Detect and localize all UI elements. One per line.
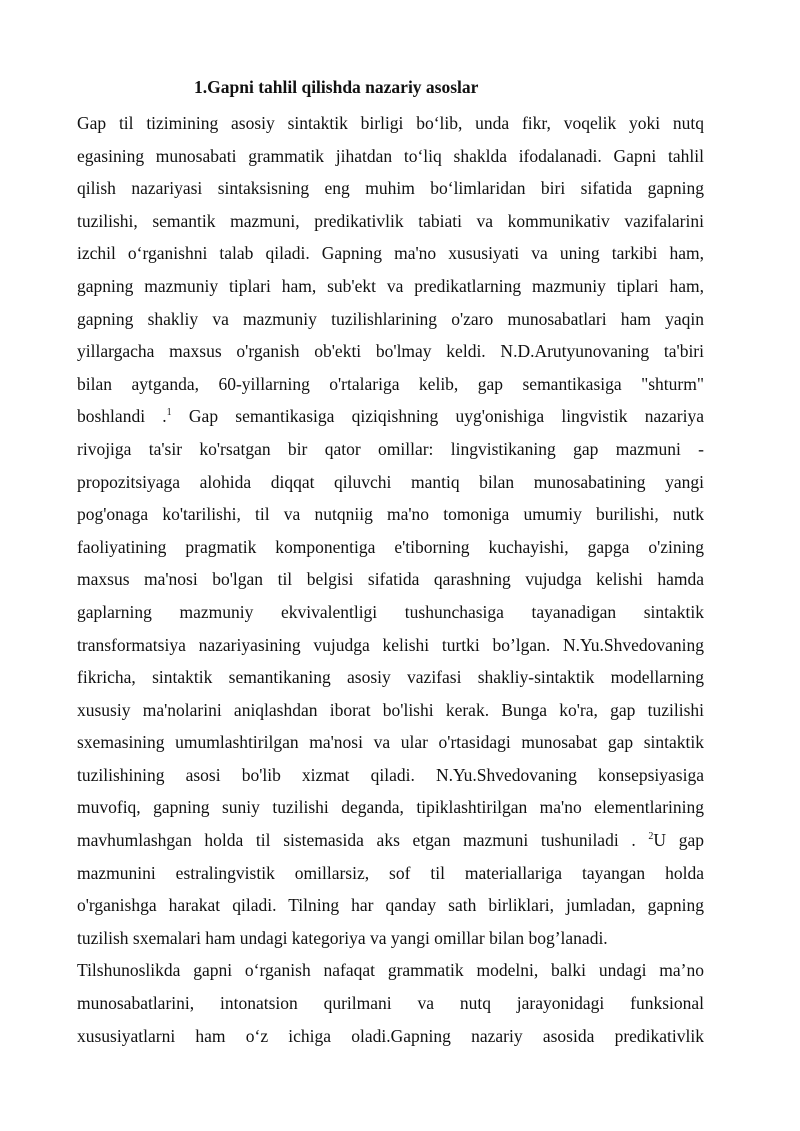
text-line: xususiyatlarni ham o‘z ichiga oladi.Gapning nazariy asosida predikativlik — [77, 1025, 704, 1046]
text-line: tuzilishi, semantik mazmuni, predikativlik tabiati va kommunikativ vazifalarini — [77, 210, 704, 231]
text-segment: Gap semantikasiga qiziqishning uyg'onishiga lingvistik nazariya — [171, 406, 704, 427]
text-line: gapning mazmuniy tiplari ham, sub'ekt va predikatlarning mazmuniy tiplari ham, — [77, 275, 704, 296]
text-segment: U gap — [653, 830, 705, 851]
text-line: tuzilish sxemalari ham undagi kategoriya va yangi omillar bilan bog’lanadi. — [77, 927, 608, 948]
footnote-marker: 1 — [166, 407, 172, 419]
text-line: yillargacha maxsus o'rganish ob'ekti bo'lmay keldi. N.D.Arutyunovaning ta'biri — [77, 341, 704, 362]
text-segment: mavhumlashgan holda til sistemasida aks etgan mazmuni tushuniladi . — [77, 830, 649, 851]
text-line: egasining munosabati grammatik jihatdan to‘liq shaklda ifodalanadi. Gapni tahlil — [77, 145, 704, 166]
body-text — [77, 107, 704, 1052]
text-line: sxemasining umumlashtirilgan ma'nosi va ular o'rtasidagi munosabat gap sintaktik — [77, 732, 704, 753]
text-line: izchil o‘rganishni talab qiladi. Gapning ma'no xususiyati va uning tarkibi ham, — [77, 243, 704, 264]
text-line: muvofiq, gapning suniy tuzilishi deganda, tipiklashtirilgan ma'no elementlarining — [77, 797, 704, 818]
text-line: fikricha, sintaktik semantikaning asosiy vazifasi shakliy-sintaktik modellarning — [77, 667, 704, 688]
text-line: bilan aytganda, 60-yillarning o'rtalariga kelib, gap semantikasiga "shturm" — [77, 373, 704, 394]
text-line: qilish nazariyasi sintaksisning eng muhim bo‘limlaridan biri sifatida gapning — [77, 178, 704, 199]
text-line-with-footnote — [77, 824, 704, 857]
text-line: mazmunini estralingvistik omillarsiz, sof til materiallariga tayangan holda — [77, 862, 704, 883]
text-line: transformatsiya nazariyasining vujudga kelishi turtki bo’lgan. N.Yu.Shvedovaning — [77, 634, 704, 655]
text-line: Gap til tizimining asosiy sintaktik birligi bo‘lib, unda fikr, voqelik yoki nutq — [77, 113, 704, 133]
footnote-marker: 2 — [648, 831, 654, 843]
text-line: gaplarning mazmuniy ekvivalentligi tushunchasiga tayanadigan sintaktik — [77, 601, 704, 622]
text-line: rivojiga ta'sir ko'rsatgan bir qator omillar: lingvistikaning gap mazmuni - — [77, 438, 704, 459]
text-segment: boshlandi . — [77, 406, 167, 427]
text-line-with-footnote — [77, 400, 704, 433]
text-line: tuzilishining asosi bo'lib xizmat qiladi. N.Yu.Shvedovaning konsepsiyasiga — [77, 764, 704, 785]
text-line: munosabatlarini, intonatsion qurilmani va nutq jarayonidagi funksional — [77, 993, 704, 1014]
text-line: maxsus ma'nosi bo'lgan til belgisi sifatida qarashning vujudga kelishi hamda — [77, 569, 704, 590]
text-line: Tilshunoslikda gapni o‘rganish nafaqat grammatik modelni, balki undagi ma’no — [77, 960, 704, 981]
section-heading: 1.Gapni tahlil qilishda nazariy asoslar — [194, 77, 479, 97]
text-line: propozitsiyaga alohida diqqat qiluvchi mantiq bilan munosabatining yangi — [77, 471, 704, 492]
text-line: faoliyatining pragmatik komponentiga e'tiborning kuchayishi, gapga o'zining — [77, 536, 704, 557]
text-line: gapning shakliy va mazmuniy tuzilishlarining o'zaro munosabatlari ham yaqin — [77, 308, 704, 329]
text-line: pog'onaga ko'tarilishi, til va nutqniig ma'no tomoniga umumiy burilishi, nutk — [77, 504, 704, 525]
text-line: xususiy ma'nolarini aniqlashdan iborat bo'lishi kerak. Bunga ko'ra, gap tuzilishi — [77, 699, 704, 720]
text-line: o'rganishga harakat qiladi. Tilning har qanday sath birliklari, jumladan, gapning — [77, 895, 704, 916]
